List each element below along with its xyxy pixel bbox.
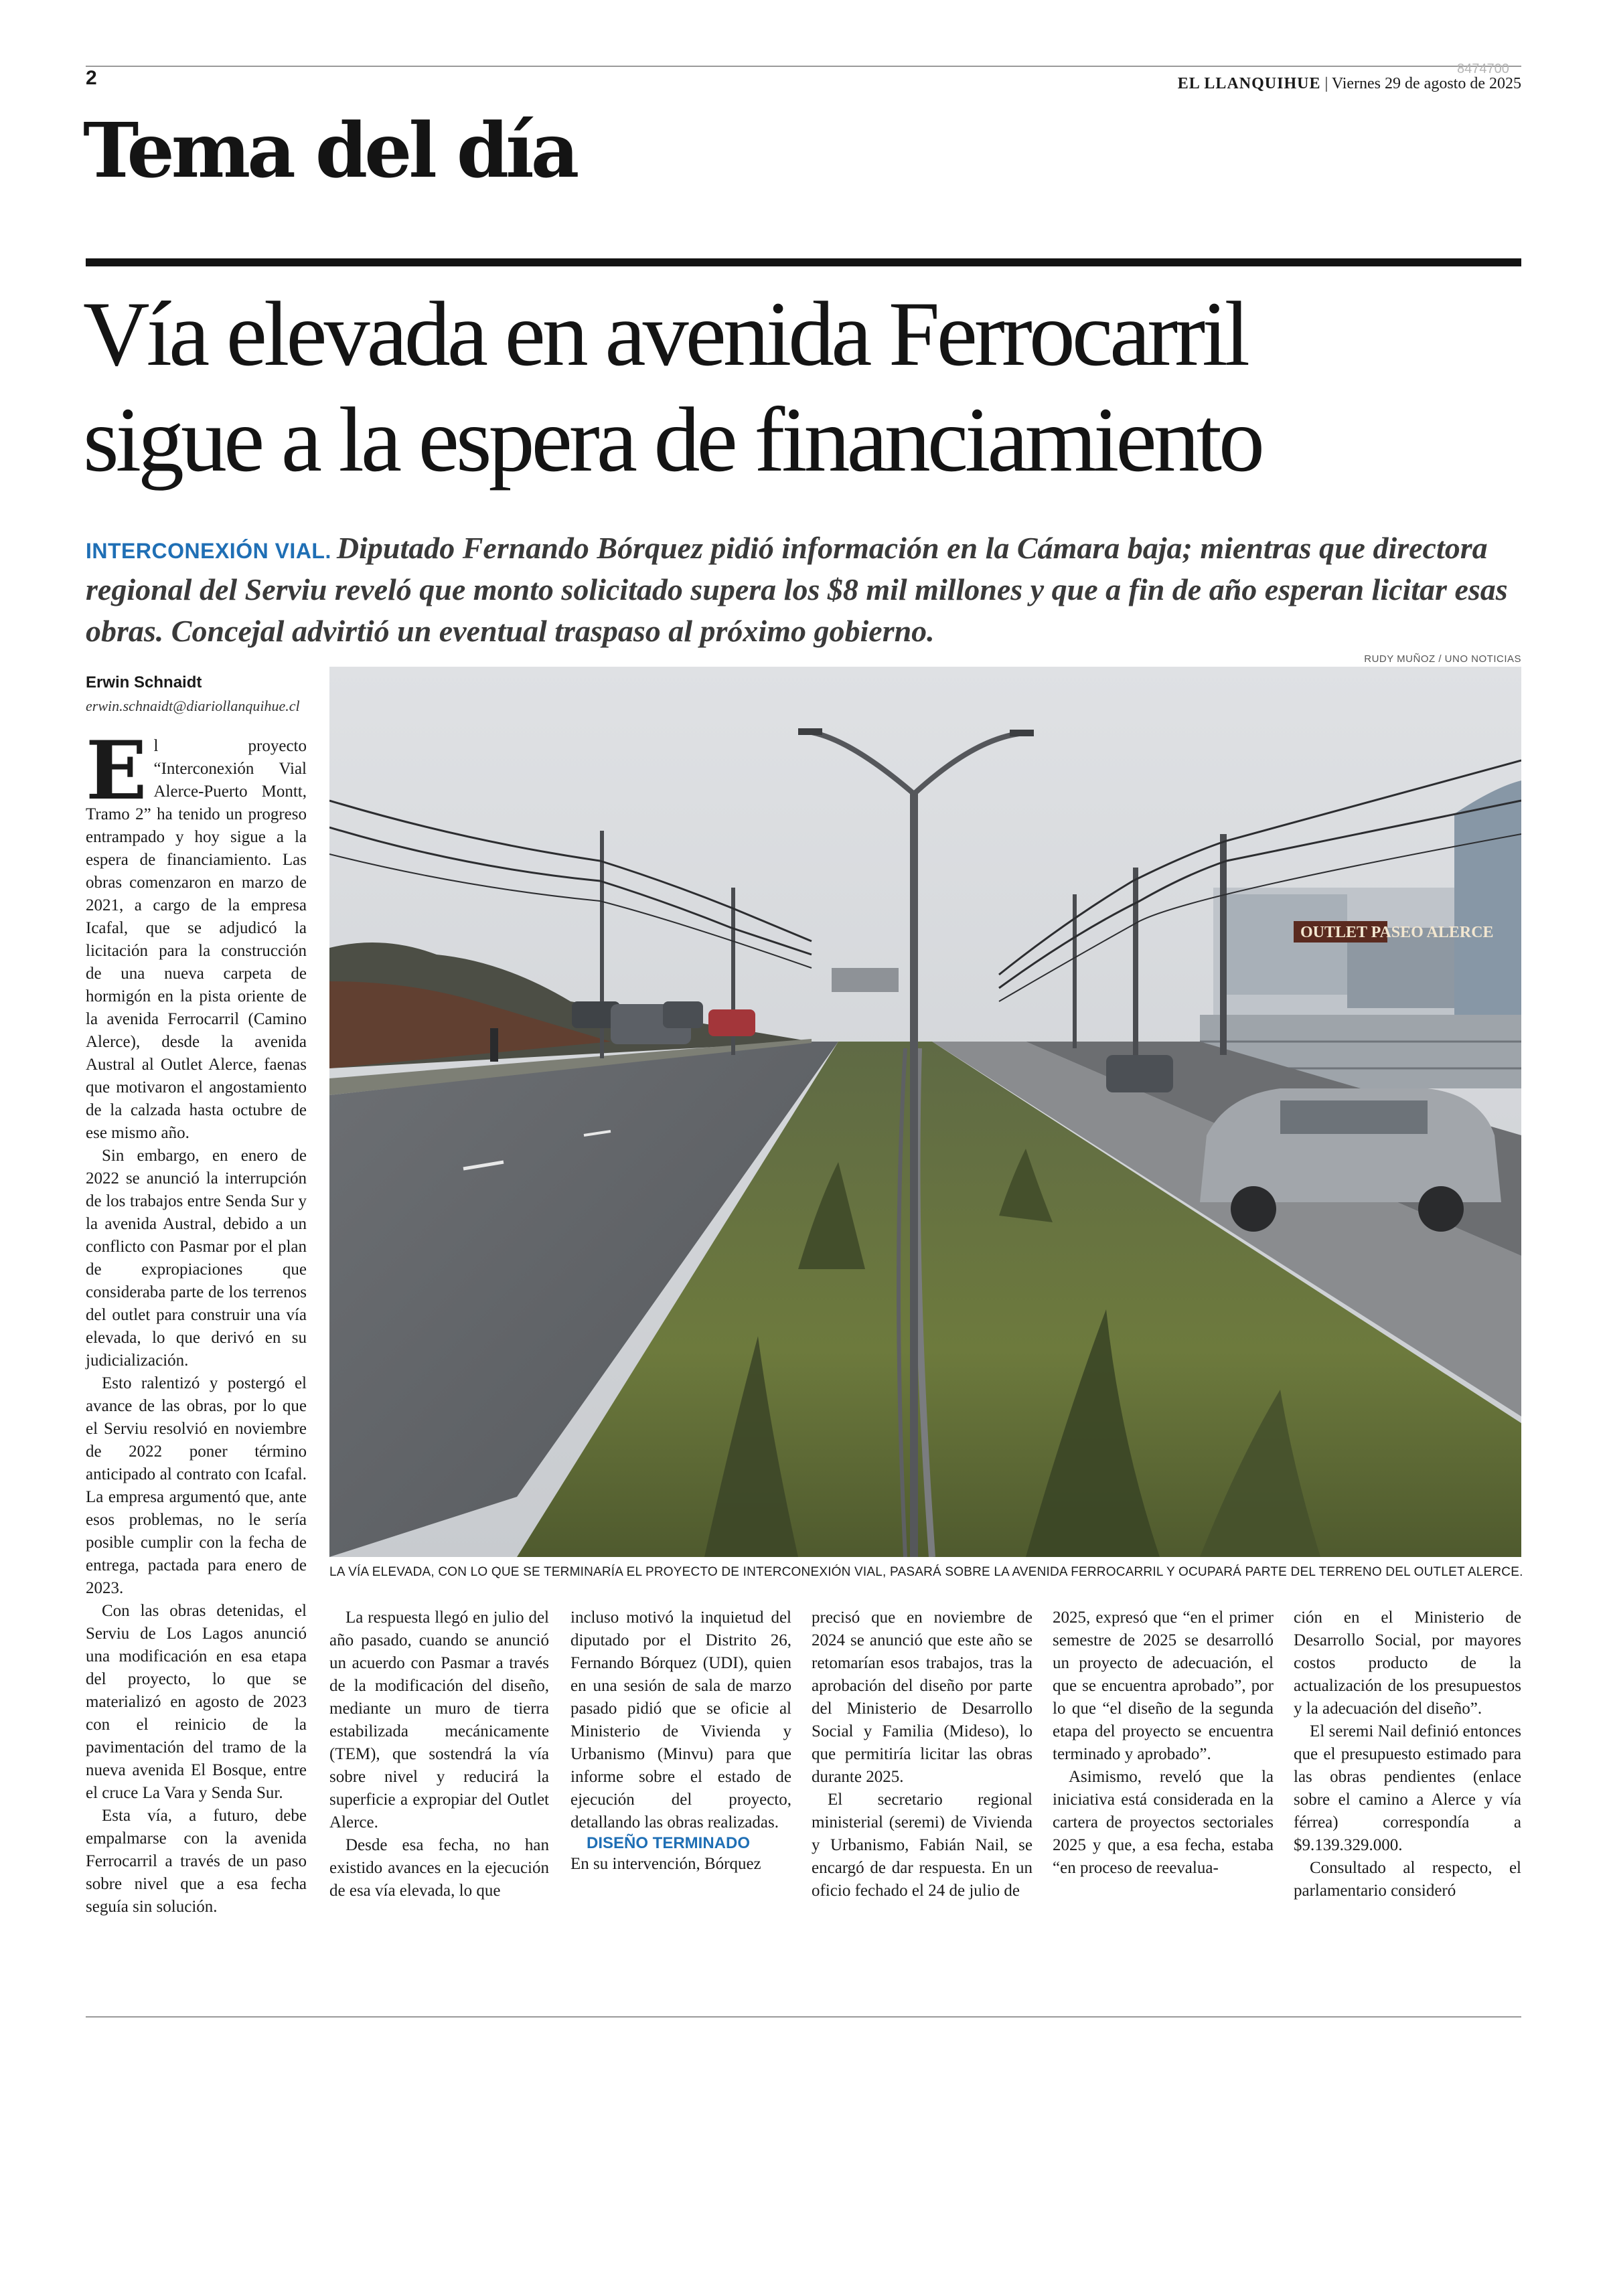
issue-date: Viernes 29 de agosto de 2025 [1331, 75, 1521, 92]
paragraph: incluso motivó la inquietud del diputado por el Distrito 26, Fernando Bórquez (UDI), quien en una sesión de sala de marzo pasado pidió que se oficie al Ministerio de Vivienda y Urbanismo (Minvu) para que informe sobre el estado de ejecución del proyecto, detallando las obras realizadas. [570, 1609, 791, 1831]
paragraph: El secretario regional ministerial (seremi) de Vivienda y Urbanismo, Fabián Nail, se encargó de dar respuesta. En un oficio fechado el 24 de julio de [812, 1791, 1032, 1900]
article-column-5 [1053, 1607, 1274, 1880]
section-rule [86, 258, 1521, 266]
top-rule [86, 66, 1521, 67]
deck [86, 527, 1525, 652]
article-column-3 [570, 1607, 791, 1876]
page-stamp: 8474700 [1457, 62, 1509, 76]
author-name: Erwin Schnaidt [86, 673, 202, 691]
paragraph: ción en el Ministerio de Desarrollo Social, por mayores costos producto de la actualización de los presupuestos y la adecuación del diseño”. [1294, 1609, 1521, 1718]
paragraph [86, 724, 307, 1145]
kicker: INTERCONEXIÓN VIAL. [86, 539, 331, 563]
photo-sign-text: OUTLET PASEO ALERCE [1300, 924, 1494, 941]
masthead-separator: | [1320, 75, 1332, 92]
section-title: Tema del día [83, 107, 577, 195]
photo-caption: LA VÍA ELEVADA, CON LO QUE SE TERMINARÍA EL PROYECTO DE INTERCONEXIÓN VIAL, PASARÁ SOBRE LA AVENIDA FERROCARRIL Y OCUPARÁ PARTE DEL TERRENO DEL OUTLET ALERCE. [329, 1565, 1523, 1579]
page-number: 2 [86, 67, 97, 89]
paragraph: La respuesta llegó en julio del año pasado, cuando se anunció un acuerdo con Pasmar a través de la modificación del diseño, mediante un muro de tierra estabilizada mecánicamente (TEM), que sostendrá la vía sobre nivel y reducirá la superficie a expropiar del Outlet Alerce. [329, 1609, 549, 1831]
paragraph: Sin embargo, en enero de 2022 se anunció la interrupción de los trabajos entre Senda Sur y la avenida Austral, debido a un conflicto con Pasmar por el plan de expropiaciones que consideraba parte de los terrenos del outlet para construir una vía elevada, lo que derivó en su judicialización. [86, 1147, 307, 1370]
paragraph: Con las obras detenidas, el Serviu de Los Lagos anunció una modificación en esa etapa del proyecto, lo que se materializó en agosto de 2023 con el reinicio de la pavimentación del tramo de la nueva avenida El Bosque, entre el cruce La Vara y Senda Sur. [86, 1602, 307, 1802]
paragraph: precisó que en noviembre de 2024 se anunció que este año se retomarían esos trabajos, tras la aprobación del diseño por parte del Ministerio de Desarrollo Social y Familia (Mideso), lo que permitiría licitar las obras durante 2025. [812, 1609, 1032, 1786]
subhead: DISEÑO TERMINADO [587, 1834, 751, 1852]
article-column-6 [1294, 1607, 1521, 1902]
headline [83, 281, 1529, 493]
drop-cap: E [86, 724, 147, 818]
headline-line-1: Vía elevada en avenida Ferrocarril [83, 282, 1247, 385]
masthead [1178, 75, 1521, 93]
paragraph: El seremi Nail definió entonces que el presupuesto estimado para las obras pendientes (enlace sobre el camino a Alerce y vía férrea) correspondía a $9.139.329.000. [1294, 1722, 1521, 1854]
paragraph: Esto ralentizó y postergó el avance de las obras, por lo que el Serviu resolvió en noviembre de 2022 poner término anticipado al contrato con Icafal. La empresa argumentó que, ante esos problemas, no le sería posible cumplir con la fecha de entrega, pactada para enero de 2023. [86, 1374, 307, 1597]
author-email: erwin.schnaidt@diariollanquihue.cl [86, 698, 300, 714]
paragraph-text: l proyecto “Interconexión Vial Alerce-Puerto Montt, Tramo 2” ha tenido un progreso entrampado y hoy sigue a la espera de financiamiento. Las obras comenzaron en marzo de 2021, a cargo de la empresa Icafal, que se adjudicó la licitación para la construcción de una nueva carpeta de hormigón en la pista oriente de la avenida Ferrocarril (Camino Alerce), desde la avenida Austral al Outlet Alerce, faenas que motivaron el angostamiento de la calzada hasta octubre de ese mismo año. [86, 737, 307, 1142]
article-column-2 [329, 1607, 549, 1902]
bottom-rule [86, 2016, 1521, 2018]
paragraph: Asimismo, reveló que la iniciativa está considerada en la cartera de proyectos sectoriales 2025 y que, a esa fecha, estaba “en proceso de reevalua- [1053, 1768, 1274, 1877]
paragraph: En su intervención, Bórquez [570, 1855, 761, 1873]
article-column-1 [86, 724, 307, 1918]
photo-credit: RUDY MUÑOZ / UNO NOTICIAS [1364, 653, 1521, 665]
paragraph: Consultado al respecto, el parlamentario consideró [1294, 1859, 1521, 1900]
article-column-4 [812, 1607, 1032, 1902]
paragraph: 2025, expresó que “en el primer semestre de 2025 se desarrolló un proyecto de adecuación, el que se encuentra aprobado”, por lo que “el diseño de la segunda etapa del proyecto se encuentra terminado y aprobado”. [1053, 1609, 1274, 1763]
paragraph: Desde esa fecha, no han existido avances en la ejecución de esa vía elevada, lo que [329, 1836, 549, 1900]
deck-text: Diputado Fernando Bórquez pidió información en la Cámara baja; mientras que directora regional del Serviu reveló que monto solicitado supera los $8 mil millones y que a fin de año esperan licitar esas obras. Concejal advirtió un eventual traspaso al próximo gobierno. [86, 531, 1508, 648]
headline-line-2: sigue a la espera de financiamiento [83, 388, 1261, 491]
paragraph: Esta vía, a futuro, debe empalmarse con la avenida Ferrocarril a través de un paso sobre nivel que a esa fecha seguía sin solución. [86, 1807, 307, 1916]
article-photo [329, 667, 1521, 1557]
publication-name: EL LLANQUIHUE [1177, 75, 1321, 92]
